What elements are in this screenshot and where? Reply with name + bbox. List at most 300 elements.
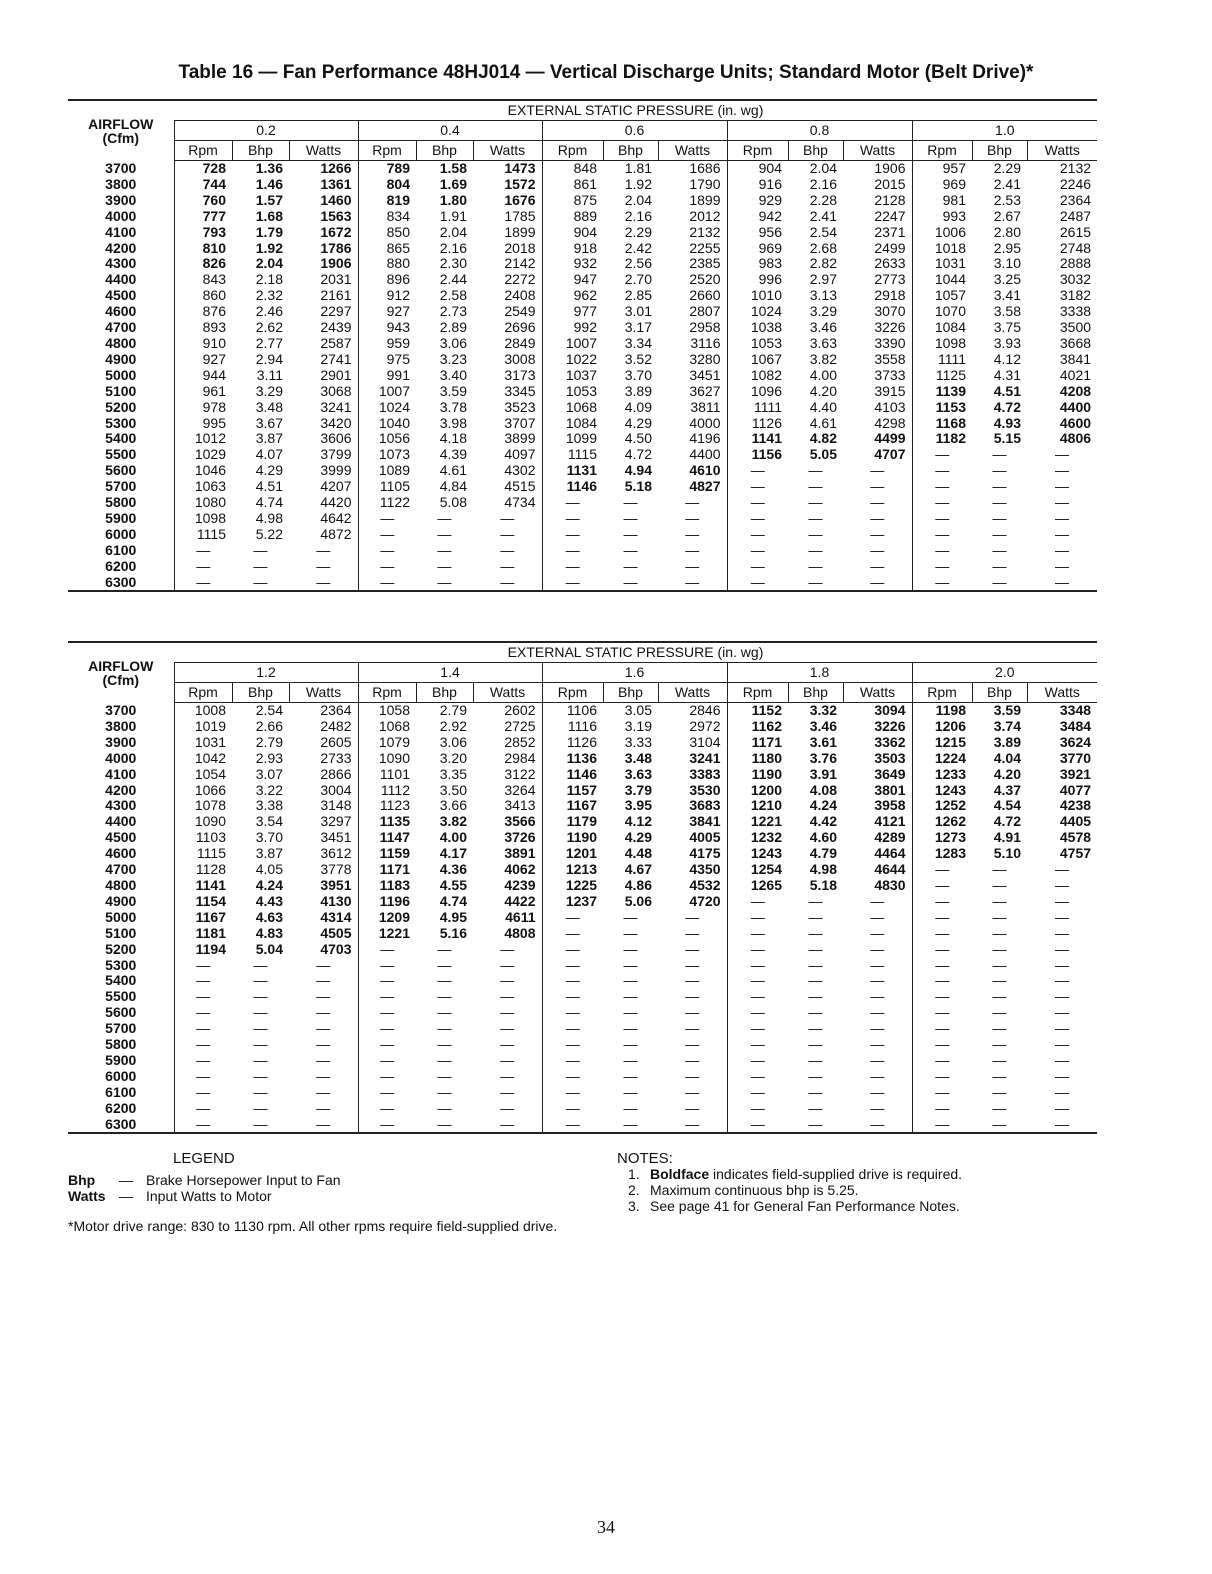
value-cell: 2.32 — [255, 288, 283, 304]
value-cell: — — [808, 1116, 823, 1132]
value-cell: 3.01 — [624, 304, 652, 320]
value-cell: — — [623, 973, 638, 989]
value-cell: — — [437, 526, 452, 542]
value-cell: — — [727, 1037, 788, 1053]
value-cell: 1029 — [174, 447, 232, 463]
value-cell: 996 — [727, 272, 788, 288]
value-cell: 3.87 — [255, 431, 283, 447]
value-cell: 3.29 — [809, 304, 837, 320]
value-cell: 4.08 — [809, 782, 837, 798]
value-cell: 1899 — [689, 192, 721, 208]
value-cell: 4.61 — [439, 463, 467, 479]
value-cell: — — [808, 925, 823, 941]
airflow-header: AIRFLOW (Cfm) — [68, 100, 174, 161]
value-cell: — — [685, 989, 700, 1005]
value-cell: 4.84 — [439, 479, 467, 495]
value-cell: 2.70 — [624, 272, 652, 288]
airflow-cell: 5800 — [105, 495, 137, 511]
value-cell: 5.15 — [993, 431, 1021, 447]
value-cell: 3530 — [689, 782, 721, 798]
value-cell: 975 — [358, 352, 416, 368]
table-row — [68, 926, 1097, 942]
airflow-cell: 4000 — [105, 208, 137, 224]
value-cell: 2.58 — [439, 288, 467, 304]
value-cell: — — [992, 1005, 1007, 1021]
value-cell: 4.04 — [993, 750, 1021, 766]
column-header-watts: Watts — [289, 683, 358, 703]
value-cell: — — [685, 1068, 700, 1084]
value-cell: — — [358, 1069, 416, 1085]
table-row — [68, 320, 1097, 336]
value-cell: — — [500, 941, 515, 957]
table-row — [68, 384, 1097, 400]
value-cell: — — [316, 1084, 331, 1100]
value-cell: — — [1055, 542, 1070, 558]
value-cell: 4196 — [689, 431, 721, 447]
value-cell: 2.56 — [624, 256, 652, 272]
column-header-bhp: Bhp — [416, 141, 473, 161]
column-header-rpm: Rpm — [912, 141, 972, 161]
value-cell: 1135 — [358, 814, 416, 830]
value-cell: 4.83 — [255, 925, 283, 941]
value-cell: — — [358, 1005, 416, 1021]
value-cell: 3.63 — [624, 766, 652, 782]
value-cell: 4.24 — [809, 798, 837, 814]
value-cell: — — [437, 574, 452, 590]
value-cell: 1131 — [542, 463, 603, 479]
value-cell: 2.16 — [809, 176, 837, 192]
airflow-cell: 4300 — [105, 256, 137, 272]
value-cell: 2633 — [874, 256, 906, 272]
value-cell: — — [253, 1100, 268, 1116]
value-cell: 2.97 — [809, 272, 837, 288]
value-cell: — — [437, 1005, 452, 1021]
value-cell: 3915 — [874, 383, 906, 399]
value-cell: 4.00 — [809, 367, 837, 383]
value-cell: — — [623, 526, 638, 542]
value-cell: 1007 — [542, 336, 603, 352]
value-cell: 1899 — [504, 224, 536, 240]
value-cell: — — [992, 1116, 1007, 1132]
airflow-cell: 5700 — [105, 479, 137, 495]
value-cell: 4130 — [320, 893, 352, 909]
value-cell: 760 — [174, 193, 232, 209]
value-cell: 1123 — [358, 798, 416, 814]
value-cell: 2012 — [689, 208, 721, 224]
value-cell: — — [623, 1068, 638, 1084]
value-cell: — — [685, 510, 700, 526]
value-cell: 1182 — [912, 431, 972, 447]
value-cell: 4.55 — [439, 877, 467, 893]
value-cell: 3.98 — [439, 415, 467, 431]
value-cell: — — [870, 957, 885, 973]
airflow-cell: 4200 — [105, 782, 137, 798]
value-cell: 3.40 — [439, 367, 467, 383]
value-cell: 819 — [358, 193, 416, 209]
value-cell: 992 — [542, 320, 603, 336]
airflow-cell: 4900 — [105, 351, 137, 367]
airflow-cell: 5200 — [105, 399, 137, 415]
value-cell: — — [437, 1052, 452, 1068]
column-header-watts: Watts — [658, 141, 727, 161]
value-cell: 1213 — [542, 862, 603, 878]
value-cell: 1054 — [174, 767, 232, 783]
value-cell: 1167 — [174, 910, 232, 926]
table-row — [68, 288, 1097, 304]
table-row — [68, 783, 1097, 799]
value-cell: — — [316, 1005, 331, 1021]
value-cell: 3.59 — [439, 383, 467, 399]
value-cell: — — [358, 958, 416, 974]
value-cell: — — [623, 574, 638, 590]
value-cell: 3264 — [504, 782, 536, 798]
value-cell: — — [1055, 909, 1070, 925]
value-cell: 4062 — [504, 862, 536, 878]
value-cell: — — [542, 559, 603, 575]
value-cell: 2364 — [320, 702, 352, 718]
value-cell: 2.92 — [439, 718, 467, 734]
table-row — [68, 559, 1097, 575]
value-cell: 4.29 — [624, 415, 652, 431]
value-cell: 3951 — [320, 877, 352, 893]
airflow-cell: 3800 — [105, 718, 137, 734]
value-cell: — — [174, 559, 232, 575]
value-cell: 2482 — [320, 718, 352, 734]
value-cell: 4720 — [689, 893, 721, 909]
value-cell: 1141 — [174, 878, 232, 894]
value-cell: 1007 — [358, 384, 416, 400]
value-cell: 1070 — [912, 304, 972, 320]
value-cell: 4302 — [504, 463, 536, 479]
value-cell: 4400 — [689, 447, 721, 463]
table-row — [68, 256, 1097, 272]
value-cell: 3348 — [1059, 702, 1092, 718]
value-cell: 4499 — [874, 431, 906, 447]
value-cell: 3558 — [874, 351, 906, 367]
value-cell: — — [316, 542, 331, 558]
value-cell: 3345 — [504, 383, 536, 399]
table-row — [68, 989, 1097, 1005]
value-cell: — — [623, 957, 638, 973]
table-row — [68, 846, 1097, 862]
value-cell: 1022 — [542, 352, 603, 368]
value-cell: 1024 — [358, 400, 416, 416]
value-cell: 4420 — [320, 495, 352, 511]
column-header-watts: Watts — [1027, 683, 1097, 703]
value-cell: 2807 — [689, 304, 721, 320]
value-cell: — — [727, 543, 788, 559]
airflow-cell: 4500 — [105, 288, 137, 304]
value-cell: — — [174, 1085, 232, 1101]
airflow-cell: 4800 — [105, 877, 137, 893]
value-cell: — — [253, 1052, 268, 1068]
value-cell: 1112 — [358, 783, 416, 799]
value-cell: 3899 — [504, 431, 536, 447]
value-cell: 4.12 — [624, 814, 652, 830]
value-cell: 3.35 — [439, 766, 467, 782]
value-cell: 3.29 — [255, 383, 283, 399]
value-cell: 1096 — [727, 384, 788, 400]
value-cell: — — [808, 1100, 823, 1116]
value-cell: 3770 — [1059, 750, 1092, 766]
airflow-cell: 5400 — [105, 973, 137, 989]
fan-performance-table-high — [68, 641, 1097, 1134]
value-cell: — — [437, 1068, 452, 1084]
value-cell: 4.37 — [993, 782, 1021, 798]
value-cell: — — [992, 479, 1007, 495]
value-cell: 880 — [358, 256, 416, 272]
value-cell: — — [1055, 526, 1070, 542]
value-cell: 4703 — [320, 941, 352, 957]
table-row — [68, 177, 1097, 193]
pressure-group-header: 0.2 — [174, 121, 358, 141]
value-cell: 1206 — [912, 719, 972, 735]
value-cell: 1037 — [542, 368, 603, 384]
value-cell: — — [1055, 973, 1070, 989]
column-header-rpm: Rpm — [912, 683, 972, 703]
value-cell: 1128 — [174, 862, 232, 878]
value-cell: 3094 — [874, 702, 906, 718]
table-row — [68, 878, 1097, 894]
value-cell: — — [870, 574, 885, 590]
value-cell: — — [685, 941, 700, 957]
value-cell: 1126 — [727, 416, 788, 432]
value-cell: 3.74 — [993, 718, 1021, 734]
value-cell: 4644 — [874, 862, 906, 878]
value-cell: 959 — [358, 336, 416, 352]
value-cell: 4734 — [504, 495, 536, 511]
value-cell: 1111 — [912, 352, 972, 368]
value-cell: 3.05 — [624, 702, 652, 718]
value-cell: 3778 — [320, 862, 352, 878]
table-row — [68, 735, 1097, 751]
value-cell: 1.69 — [439, 176, 467, 192]
value-cell: — — [623, 1084, 638, 1100]
value-cell: — — [870, 1068, 885, 1084]
value-cell: 4.93 — [993, 415, 1021, 431]
value-cell: 1181 — [174, 926, 232, 942]
value-cell: 1.91 — [439, 208, 467, 224]
value-cell: 3668 — [1059, 335, 1092, 351]
value-cell: 4422 — [504, 893, 536, 909]
value-cell: 4314 — [320, 909, 352, 925]
value-cell: — — [253, 1037, 268, 1053]
value-cell: — — [727, 1101, 788, 1117]
value-cell: 3280 — [689, 351, 721, 367]
value-cell: — — [808, 542, 823, 558]
value-cell: — — [808, 957, 823, 973]
table-row — [68, 225, 1097, 241]
value-cell: 1473 — [504, 160, 536, 176]
value-cell: — — [1055, 1084, 1070, 1100]
value-cell: 3.06 — [439, 335, 467, 351]
legend-item — [68, 1188, 272, 1204]
value-cell: 1154 — [174, 894, 232, 910]
legend-abbr: Watts — [68, 1188, 106, 1204]
value-cell: 3.48 — [255, 399, 283, 415]
value-cell: 1786 — [320, 240, 352, 256]
value-cell: 2.04 — [809, 160, 837, 176]
value-cell: 3484 — [1059, 718, 1092, 734]
value-cell: — — [870, 495, 885, 511]
value-cell: — — [1055, 463, 1070, 479]
value-cell: — — [623, 941, 638, 957]
value-cell: 3.89 — [993, 734, 1021, 750]
value-cell: — — [808, 1068, 823, 1084]
value-cell: — — [253, 574, 268, 590]
value-cell: 4121 — [874, 814, 906, 830]
esp-header: EXTERNAL STATIC PRESSURE (in. wg) — [174, 100, 1097, 121]
value-cell: 4.18 — [439, 431, 467, 447]
value-cell: 4.20 — [809, 383, 837, 399]
value-cell: 2660 — [689, 288, 721, 304]
value-cell: 2.04 — [439, 224, 467, 240]
airflow-cell: 6000 — [105, 1068, 137, 1084]
value-cell: 3.70 — [255, 830, 283, 846]
value-cell: 3.59 — [993, 702, 1021, 718]
value-cell: 4.17 — [439, 846, 467, 862]
value-cell: 1254 — [727, 862, 788, 878]
value-cell: — — [912, 1021, 972, 1037]
value-cell: — — [912, 989, 972, 1005]
value-cell: — — [992, 526, 1007, 542]
table-row — [68, 767, 1097, 783]
value-cell: — — [992, 957, 1007, 973]
value-cell: 4.09 — [624, 399, 652, 415]
value-cell: 3104 — [689, 734, 721, 750]
value-cell: 1066 — [174, 783, 232, 799]
value-cell: — — [992, 542, 1007, 558]
value-cell: 1.36 — [255, 160, 283, 176]
value-cell: — — [808, 1052, 823, 1068]
value-cell: 2741 — [320, 351, 352, 367]
value-cell: 4872 — [320, 526, 352, 542]
value-cell: — — [727, 894, 788, 910]
value-cell: — — [316, 574, 331, 590]
airflow-cell: 5000 — [105, 909, 137, 925]
value-cell: 2161 — [320, 288, 352, 304]
value-cell: 4642 — [320, 510, 352, 526]
value-cell: 865 — [358, 241, 416, 257]
value-cell: — — [174, 1005, 232, 1021]
value-cell: 3841 — [689, 814, 721, 830]
table-row — [68, 942, 1097, 958]
value-cell: 2984 — [504, 750, 536, 766]
value-cell: 3.93 — [993, 335, 1021, 351]
value-cell: 1196 — [358, 894, 416, 910]
value-cell: — — [623, 989, 638, 1005]
airflow-cell: 6100 — [105, 542, 137, 558]
value-cell: 3801 — [874, 782, 906, 798]
value-cell: — — [253, 973, 268, 989]
value-cell: 918 — [542, 241, 603, 257]
value-cell: 2371 — [874, 224, 906, 240]
value-cell: 1010 — [727, 288, 788, 304]
value-cell: 4808 — [504, 925, 536, 941]
value-cell: 1141 — [727, 431, 788, 447]
value-cell: 1111 — [727, 400, 788, 416]
value-cell: 1183 — [358, 878, 416, 894]
value-cell: 4611 — [505, 909, 536, 925]
value-cell: 3420 — [320, 415, 352, 431]
value-cell: — — [542, 527, 603, 543]
value-cell: 2549 — [504, 304, 536, 320]
value-cell: 3683 — [689, 798, 721, 814]
value-cell: — — [437, 1084, 452, 1100]
value-cell: 1273 — [912, 830, 972, 846]
value-cell: 981 — [912, 193, 972, 209]
value-cell: — — [870, 1084, 885, 1100]
airflow-cell: 4900 — [105, 893, 137, 909]
value-cell: 978 — [174, 400, 232, 416]
value-cell: — — [358, 942, 416, 958]
value-cell: 4.36 — [439, 862, 467, 878]
value-cell: 1018 — [912, 241, 972, 257]
value-cell: 4.20 — [993, 766, 1021, 782]
value-cell: — — [1055, 1037, 1070, 1053]
value-cell: — — [912, 973, 972, 989]
value-cell: 1179 — [542, 814, 603, 830]
value-cell: 1042 — [174, 751, 232, 767]
value-cell: 2.54 — [255, 702, 283, 718]
value-cell: — — [174, 575, 232, 592]
page-number: 34 — [597, 1517, 615, 1537]
value-cell: 4757 — [1059, 846, 1092, 862]
value-cell: 3624 — [1059, 734, 1092, 750]
value-cell: — — [808, 1037, 823, 1053]
value-cell: 2.66 — [255, 718, 283, 734]
value-cell: — — [500, 1005, 515, 1021]
value-cell: 3500 — [1059, 320, 1092, 336]
value-cell: 1572 — [504, 176, 536, 192]
value-cell: 991 — [358, 368, 416, 384]
value-cell: 3008 — [504, 351, 536, 367]
value-cell: 2.41 — [993, 176, 1021, 192]
value-cell: 1906 — [320, 256, 352, 272]
value-cell: — — [870, 510, 885, 526]
value-cell: 4350 — [689, 862, 721, 878]
value-cell: 5.10 — [993, 846, 1021, 862]
value-cell: 2866 — [320, 766, 352, 782]
column-header-watts: Watts — [289, 141, 358, 161]
value-cell: — — [253, 989, 268, 1005]
value-cell: 4.29 — [255, 463, 283, 479]
value-cell: — — [1055, 479, 1070, 495]
notes-title: NOTES: — [617, 1150, 673, 1167]
table-row — [68, 862, 1097, 878]
table-row — [68, 1021, 1097, 1037]
value-cell: — — [727, 989, 788, 1005]
table-row — [68, 304, 1097, 320]
value-cell: — — [253, 1084, 268, 1100]
value-cell: 2846 — [689, 702, 721, 718]
value-cell: 1686 — [689, 160, 721, 176]
value-cell: — — [727, 463, 788, 479]
column-header-rpm: Rpm — [358, 141, 416, 161]
value-cell: — — [500, 1100, 515, 1116]
value-cell: 1008 — [174, 703, 232, 719]
airflow-cell: 5300 — [105, 957, 137, 973]
value-cell: 1.57 — [255, 192, 283, 208]
value-cell: 3.61 — [809, 734, 837, 750]
value-cell: 1171 — [358, 862, 416, 878]
value-cell: — — [437, 957, 452, 973]
pressure-group-header: 0.8 — [727, 121, 912, 141]
value-cell: — — [808, 989, 823, 1005]
value-cell: 2408 — [504, 288, 536, 304]
column-header-bhp: Bhp — [603, 683, 658, 703]
value-cell: 4.61 — [809, 415, 837, 431]
